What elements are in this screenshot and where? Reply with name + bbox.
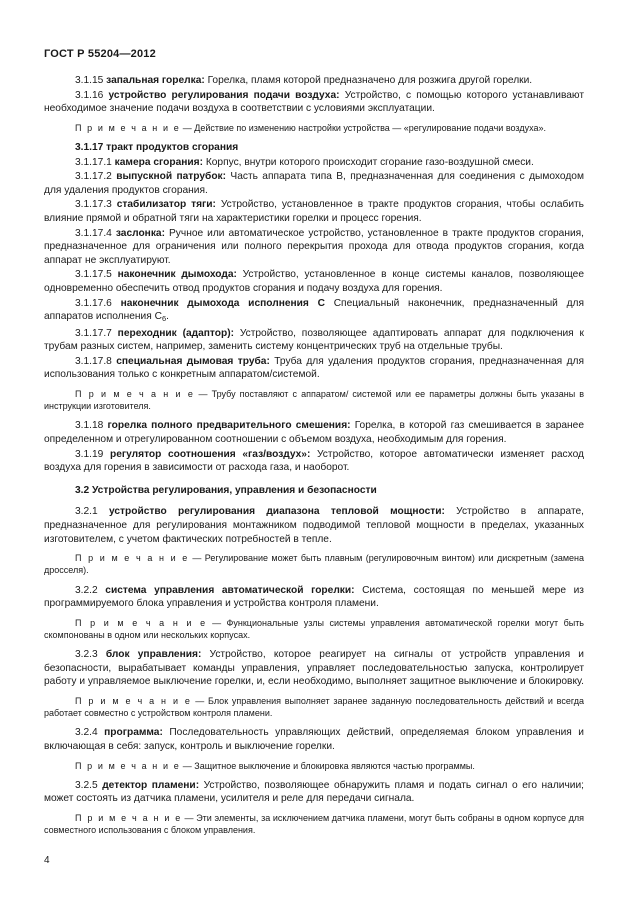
definition-text: Устройство, позволяющее обнаружить пламя и подать сигнал о его наличии; может состоять из датчика пламени, усилителя и реле для передачи сигнала.: [44, 779, 585, 805]
note: [44, 617, 584, 641]
definition-paragraph: [44, 448, 584, 475]
term: устройство регулирования диапазона тепловой мощности:: [108, 506, 445, 518]
term: горелка полного предварительного смешения:: [107, 420, 351, 432]
clause-number: 3.1.19: [75, 448, 104, 460]
clause-number: 3.1.17.2: [75, 171, 112, 183]
clause-number: 3.2.4: [75, 727, 98, 739]
definition-text: Устройство, установленное в тракте продуктов сгорания, чтобы ослабить влияние прямой и обратной тяги на характеристики горелки и процесс горения.: [44, 199, 584, 224]
definition-text: Последовательность управляющих действий, определяемая блоком управления и включающая в себя: запуск, контроль и выключение горелки.: [44, 727, 584, 753]
definition-text: Устройство, которое автоматически изменяет расход воздуха для горения в зависимости от расхода газа, и наоборот.: [44, 448, 584, 474]
note-text: — Функциональные узлы системы управления автоматической горелки могут быть скомпонованы в одном или нескольких корпусах.: [44, 617, 584, 641]
definition-paragraph: [44, 156, 584, 170]
definition-paragraph: [44, 327, 584, 354]
note-text: — Блок управления выполняет заранее заданную последовательность действий и всегда работает совместно с устройством контроля пламени.: [44, 696, 584, 719]
clause-number: 3.1.18: [75, 420, 104, 432]
clause-number: 3.1.16: [75, 89, 104, 101]
note: [44, 388, 584, 412]
term: переходник (адаптор):: [117, 327, 234, 339]
definition-paragraph: [44, 297, 584, 326]
definition-text: Устройство, установленное в конце системы каналов, позволяющее одновременно обеспечить отвод продуктов сгорания и подачу воздуха для горения.: [44, 269, 584, 294]
definition-text: Труба для удаления продуктов сгорания, предназначенная для использования только с конкретным аппаратом/системой.: [44, 355, 584, 381]
definition-text: Устройство, которое реагирует на сигналы от устройств управления и безопасности, вырабатывает команды управления, управляет последовательностью запуска, контролирует работу и управляемое выключение горелки, и, если необходимо, выполняет защитное выключение и блокировку.: [44, 649, 584, 688]
term: блок управления:: [105, 649, 202, 661]
definition-text: Горелка, пламя которой предназначено для розжига другой горелки.: [204, 75, 533, 86]
term: устройство регулирования подачи воздуха:: [108, 89, 340, 101]
clause-number: 3.2.1: [75, 506, 98, 518]
definition-paragraph: [44, 419, 584, 446]
term: запальная горелка:: [106, 75, 205, 86]
note-text: — Действие по изменению настройки устройства — «регулирование подачи воздуха».: [180, 122, 546, 133]
definition-paragraph: [44, 648, 584, 689]
definition-paragraph: [44, 726, 584, 753]
note-label: П р и м е ч а н и е: [75, 553, 189, 564]
definition-paragraph: [44, 584, 584, 611]
document-body: [44, 74, 584, 843]
definition-text: Горелка, в которой газ смешивается в заранее определенном и отрегулированном соотношении с объемом воздуха, необходимым для горения.: [44, 420, 584, 446]
note: [44, 122, 584, 134]
clause-number: 3.1.15: [75, 75, 104, 86]
note: [44, 552, 584, 576]
note-text: — Защитное выключение и блокировка являются частью программы.: [180, 760, 475, 771]
note-label: П р и м е ч а н и е: [75, 617, 207, 628]
clause-number: 3.2.3: [75, 649, 98, 661]
clause-number: 3.1.17.7: [75, 327, 112, 339]
term: камера сгорания:: [114, 156, 203, 168]
definition-text: Специальный наконечник, предназначенный для аппаратов исполнения C: [44, 297, 584, 323]
definition-paragraph: [44, 89, 584, 116]
subscript: 6: [161, 314, 167, 324]
term: заслонка:: [115, 227, 165, 239]
definition-paragraph: [44, 227, 584, 268]
definition-text: Ручное или автоматическое устройство, установленное в тракте продуктов сгорания, предназначенное для ограничения или полного перекрытия прохода для отвода продуктов сгорания, когда аппарат не эксплуатируют.: [44, 227, 584, 266]
note-label: П р и м е ч а н и е: [75, 696, 192, 707]
definition-text: Система, состоящая по меньшей мере из программируемого блока управления и устройства контроля пламени.: [44, 584, 584, 610]
page-number: 4: [44, 855, 50, 866]
term: регулятор соотношения «газ/воздух»:: [109, 448, 311, 460]
definition-paragraph: [44, 170, 584, 197]
note-text: — Регулирование может быть плавным (регулировочным винтом) или дискретным (замена дросселя).: [44, 553, 584, 576]
term: специальная дымовая труба:: [116, 355, 270, 367]
definition-text: Устройство, с помощью которого устанавливают необходимое значение подачи воздуха в соответствии с условиями эксплуатации.: [44, 89, 584, 115]
term: наконечник дымохода исполнения C: [120, 297, 325, 309]
term: выпускной патрубок:: [116, 171, 227, 183]
definition-paragraph: [44, 268, 584, 295]
definition-paragraph: [44, 505, 584, 546]
note: [44, 695, 584, 719]
clause-number: 3.1.17.6: [75, 297, 112, 309]
text-end: .: [166, 311, 169, 323]
section-heading: 3.1.17 тракт продуктов сгорания: [75, 141, 239, 153]
clause-number: 3.1.17.8: [75, 355, 112, 367]
definition-paragraph: [44, 355, 584, 382]
section-heading: 3.2 Устройства регулирования, управления и безопасности: [75, 484, 377, 496]
note: [44, 812, 584, 836]
term: стабилизатор тяги:: [116, 199, 216, 211]
definition-text: Корпус, внутри которого происходит сгорание газо-воздушной смеси.: [203, 156, 534, 168]
page-header: ГОСТ Р 55204—2012: [44, 48, 156, 60]
definition-paragraph: [44, 779, 584, 806]
note-label: П р и м е ч а н и е: [75, 760, 181, 771]
definition-text: Устройство, позволяющее адаптировать аппарат для подключения к трубам разных систем, например, заменить систему концентрических труб на отдельные трубы.: [44, 327, 584, 353]
term: наконечник дымохода:: [117, 269, 237, 281]
clause-number: 3.2.5: [75, 779, 98, 791]
term: детектор пламени:: [102, 779, 200, 791]
definition-paragraph: [44, 74, 584, 88]
term: система управления автоматической горелки:: [105, 584, 355, 596]
clause-number: 3.1.17.3: [75, 199, 112, 211]
term: программа:: [104, 727, 163, 739]
definition-text: Устройство в аппарате, предназначенное для регулирования монтажником подводимой тепловой мощности в пределах, указанных изготовителем, с учетом фактических потребностей в тепле.: [44, 506, 584, 545]
clause-number: 3.2.2: [75, 584, 98, 596]
note-text: — Трубу поставляют с аппаратом/ системой или ее параметры должны быть указаны в инструкции изготовителя.: [44, 389, 585, 412]
note-label: П р и м е ч а н и е: [75, 389, 195, 400]
clause-number: 3.1.17.4: [75, 227, 112, 239]
clause-number: 3.1.17.1: [75, 156, 112, 168]
definition-text: Часть аппарата типа B, предназначенная для соединения с дымоходом для удаления продуктов сгорания.: [44, 171, 584, 196]
note: [44, 760, 584, 772]
note-label: П р и м е ч а н и е: [75, 813, 182, 823]
clause-number: 3.1.17.5: [75, 269, 112, 281]
note-text: — Эти элементы, за исключением датчика пламени, могут быть собраны в одном корпусе для совместного использования с блоком управления.: [44, 813, 585, 836]
note-label: П р и м е ч а н и е: [75, 122, 181, 133]
definition-paragraph: [44, 198, 584, 225]
